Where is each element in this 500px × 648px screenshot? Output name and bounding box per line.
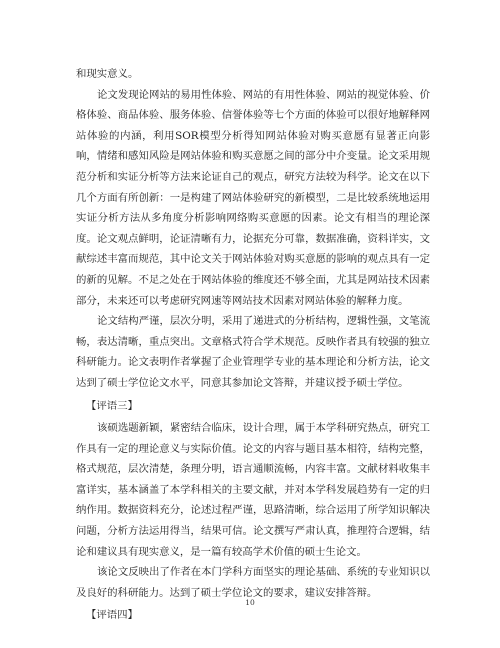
section-heading-comment-3: 【评语三】 (86, 399, 138, 412)
page-number: 10 (245, 598, 255, 607)
paragraph: 论文发现论网站的易用性体验、网站的有用性体验、网站的视觉体验、价格体验、商品体验、服务体验、信誉体验等七个方面的体验可以很好地解释网站体验的内涵，利用SOR模型分析得知网站体验对购买意愿有显著正向影响，情绪和感知风险是网站体验和购买意愿之间的部分中介变量。论文采用规范分析和实证分析等方法来论证自己的观点，研究方法较为科学。论文在以下几个方面有所创新：一是构建了网站体验研究的新模型，二是比较系统地运用实证分析方法从多角度分析影响网络购买意愿的因素。论文有相当的理论深度。论文观点鲜明，论证清晰有力，论据充分可靠，数据准确，资料详实，文献综述丰富而规范，其中论文关于网站体验对购买意愿的影响的观点具有一定的新的见解。不足之处在于网站体验的维度还不够全面，尤其是网站技术因素部分，未来还可以考虑研究网速等网站技术因素对网站体验的解释力度。 (76, 88, 430, 307)
section-heading-comment-4: 【评语四】 (86, 609, 138, 622)
paragraph: 该硕选题新颖，紧密结合临床，设计合理，属于本学科研究热点，研究工作具有一定的理论意义与实际价值。论文的内容与题目基本相符，结构完整，格式规范，层次清楚，条理分明，语言通顺流畅，内容丰富。文献材料收集丰富详实，基本涵盖了本学科相关的主要文献，并对本学科发展趋势有一定的归纳作用。数据资料充分，论述过程严谨，思路清晰，综合运用了所学知识解决问题，分析方法运用得当，结果可信。论文撰写严肃认真，推理符合逻辑，结论和建议具有现实意义，是一篇有较高学术价值的硕士生论文。 (76, 422, 430, 558)
paragraph: 该论文反映出了作者在本门学科方面坚实的理论基础、系统的专业知识以及良好的科研能力。达到了硕士学位论文的要求，建议安排答辩。 (76, 566, 430, 599)
paragraph: 论文结构严谨，层次分明，采用了递进式的分析结构，逻辑性强，文笔流畅，表达清晰，重点突出。文章格式符合学术规范。反映作者具有较强的独立科研能力。论文表明作者掌握了企业管理学专业的基本理论和分析方法，论文达到了硕士学位论文水平，同意其参加论文答辩，并建议授予硕士学位。 (76, 315, 430, 389)
document-body (76, 64, 430, 626)
paragraph: 和现实意义。 (76, 68, 139, 80)
